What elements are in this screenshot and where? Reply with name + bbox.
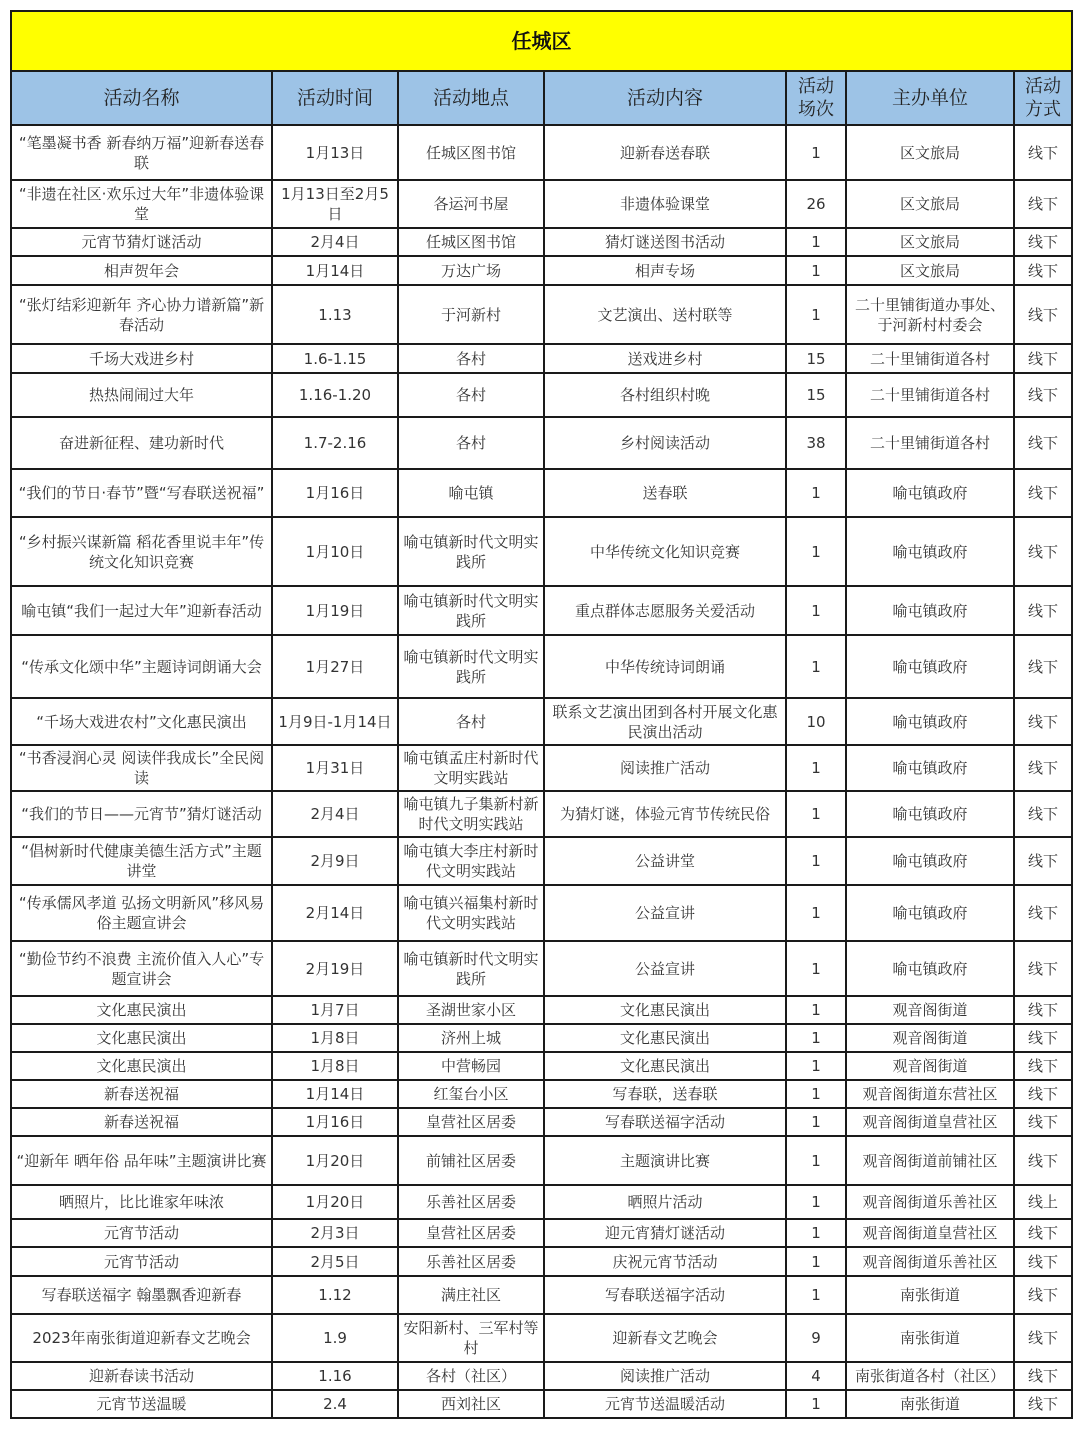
cell-activity-count: 1 (786, 996, 846, 1024)
cell-activity-place: 圣湖世家小区 (398, 996, 544, 1024)
cell-activity-count: 15 (786, 373, 846, 417)
cell-activity-count: 1 (786, 1390, 846, 1418)
cell-activity-time: 1月14日 (272, 1080, 398, 1108)
cell-activity-time: 1.7-2.16 (272, 417, 398, 469)
cell-activity-count: 1 (786, 635, 846, 698)
cell-activity-count: 1 (786, 1080, 846, 1108)
cell-activity-count: 1 (786, 941, 846, 996)
cell-organizer: 观音阁街道乐善社区 (846, 1247, 1014, 1276)
cell-organizer: 观音阁街道皇营社区 (846, 1219, 1014, 1247)
cell-activity-count: 1 (786, 1276, 846, 1314)
cell-activity-place: 乐善社区居委 (398, 1247, 544, 1276)
cell-activity-content: 迎新春文艺晚会 (544, 1314, 786, 1362)
cell-activity-name: 迎新春读书活动 (11, 1362, 272, 1390)
cell-activity-name: 奋进新征程、建功新时代 (11, 417, 272, 469)
cell-activity-count: 10 (786, 698, 846, 745)
cell-activity-place: 喻屯镇新时代文明实践所 (398, 941, 544, 996)
cell-activity-mode: 线下 (1014, 256, 1072, 285)
cell-activity-content: 中华传统诗词朗诵 (544, 635, 786, 698)
activity-table (10, 10, 1073, 1419)
table-row (11, 180, 1072, 228)
cell-organizer: 喻屯镇政府 (846, 885, 1014, 941)
cell-activity-count: 1 (786, 125, 846, 180)
cell-activity-name: “我们的节日·春节”暨“写春联送祝福” (11, 469, 272, 517)
cell-activity-place: 喻屯镇大李庄村新时代文明实践站 (398, 837, 544, 885)
cell-activity-mode: 线下 (1014, 586, 1072, 635)
cell-activity-place: 喻屯镇新时代文明实践所 (398, 517, 544, 586)
table-row (11, 1080, 1072, 1108)
table-row (11, 837, 1072, 885)
table-row (11, 1219, 1072, 1247)
cell-organizer: 南张街道 (846, 1276, 1014, 1314)
cell-activity-name: 文化惠民演出 (11, 996, 272, 1024)
cell-organizer: 喻屯镇政府 (846, 837, 1014, 885)
cell-organizer: 喻屯镇政府 (846, 469, 1014, 517)
cell-activity-content: 非遗体验课堂 (544, 180, 786, 228)
cell-organizer: 喻屯镇政府 (846, 941, 1014, 996)
table-row (11, 256, 1072, 285)
cell-activity-place: 喻屯镇新时代文明实践所 (398, 586, 544, 635)
cell-activity-name: 文化惠民演出 (11, 1052, 272, 1080)
cell-organizer: 观音阁街道东营社区 (846, 1080, 1014, 1108)
cell-activity-count: 38 (786, 417, 846, 469)
cell-activity-content: 晒照片活动 (544, 1185, 786, 1219)
table-row (11, 1276, 1072, 1314)
cell-organizer: 区文旅局 (846, 228, 1014, 256)
column-header-place: 活动地点 (398, 71, 544, 125)
column-header-count: 活动场次 (786, 71, 846, 125)
cell-activity-content: 乡村阅读活动 (544, 417, 786, 469)
cell-activity-place: 喻屯镇孟庄村新时代文明实践站 (398, 745, 544, 791)
cell-activity-content: 写春联送福字活动 (544, 1108, 786, 1136)
cell-activity-time: 1.6-1.15 (272, 344, 398, 373)
cell-activity-time: 1月14日 (272, 256, 398, 285)
cell-activity-time: 2.4 (272, 1390, 398, 1418)
activity-sheet (10, 10, 1071, 1419)
table-row (11, 344, 1072, 373)
cell-activity-name: 热热闹闹过大年 (11, 373, 272, 417)
cell-activity-place: 皇营社区居委 (398, 1219, 544, 1247)
cell-activity-content: 相声专场 (544, 256, 786, 285)
cell-organizer: 区文旅局 (846, 180, 1014, 228)
cell-activity-place: 各运河书屋 (398, 180, 544, 228)
cell-activity-count: 1 (786, 469, 846, 517)
cell-activity-count: 26 (786, 180, 846, 228)
cell-activity-name: 新春送祝福 (11, 1108, 272, 1136)
cell-activity-content: 公益宣讲 (544, 941, 786, 996)
cell-activity-place: 满庄社区 (398, 1276, 544, 1314)
table-row (11, 745, 1072, 791)
cell-activity-time: 1月13日 (272, 125, 398, 180)
cell-activity-count: 4 (786, 1362, 846, 1390)
cell-organizer: 观音阁街道前铺社区 (846, 1136, 1014, 1185)
cell-activity-mode: 线下 (1014, 1362, 1072, 1390)
cell-activity-mode: 线下 (1014, 1080, 1072, 1108)
cell-activity-name: 晒照片，比比谁家年味浓 (11, 1185, 272, 1219)
cell-activity-time: 1月20日 (272, 1185, 398, 1219)
cell-activity-count: 1 (786, 1185, 846, 1219)
cell-activity-content: 迎新春送春联 (544, 125, 786, 180)
table-row (11, 1185, 1072, 1219)
cell-organizer: 喻屯镇政府 (846, 791, 1014, 837)
cell-organizer: 区文旅局 (846, 256, 1014, 285)
cell-activity-mode: 线下 (1014, 635, 1072, 698)
cell-activity-time: 1.13 (272, 285, 398, 344)
cell-activity-count: 1 (786, 586, 846, 635)
cell-organizer: 南张街道 (846, 1390, 1014, 1418)
cell-activity-content: 为猜灯谜，体验元宵节传统民俗 (544, 791, 786, 837)
cell-activity-place: 安阳新村、三军村等村 (398, 1314, 544, 1362)
cell-activity-mode: 线下 (1014, 344, 1072, 373)
cell-activity-count: 1 (786, 885, 846, 941)
cell-activity-count: 1 (786, 1024, 846, 1052)
cell-activity-time: 1月20日 (272, 1136, 398, 1185)
cell-activity-mode: 线下 (1014, 285, 1072, 344)
cell-activity-name: “非遗在社区·欢乐过大年”非遗体验课堂 (11, 180, 272, 228)
cell-activity-mode: 线下 (1014, 180, 1072, 228)
cell-activity-count: 1 (786, 228, 846, 256)
cell-activity-content: 文艺演出、送村联等 (544, 285, 786, 344)
cell-organizer: 二十里铺街道各村 (846, 373, 1014, 417)
cell-activity-count: 1 (786, 1219, 846, 1247)
cell-activity-mode: 线下 (1014, 885, 1072, 941)
cell-activity-place: 各村（社区） (398, 1362, 544, 1390)
cell-activity-mode: 线上 (1014, 1185, 1072, 1219)
column-header-mode: 活动方式 (1014, 71, 1072, 125)
table-row (11, 469, 1072, 517)
cell-activity-place: 中营畅园 (398, 1052, 544, 1080)
table-row (11, 1136, 1072, 1185)
cell-activity-place: 前铺社区居委 (398, 1136, 544, 1185)
cell-activity-place: 任城区图书馆 (398, 125, 544, 180)
cell-activity-mode: 线下 (1014, 517, 1072, 586)
cell-organizer: 观音阁街道 (846, 996, 1014, 1024)
cell-organizer: 喻屯镇政府 (846, 635, 1014, 698)
cell-organizer: 喻屯镇政府 (846, 586, 1014, 635)
cell-activity-place: 西刘社区 (398, 1390, 544, 1418)
cell-activity-content: 各村组织村晚 (544, 373, 786, 417)
cell-activity-time: 2月9日 (272, 837, 398, 885)
cell-organizer: 二十里铺街道各村 (846, 344, 1014, 373)
cell-activity-name: “千场大戏进农村”文化惠民演出 (11, 698, 272, 745)
cell-activity-content: 联系文艺演出团到各村开展文化惠民演出活动 (544, 698, 786, 745)
cell-activity-time: 1月27日 (272, 635, 398, 698)
cell-activity-place: 乐善社区居委 (398, 1185, 544, 1219)
cell-activity-name: “勤俭节约不浪费 主流价值入人心”专题宣讲会 (11, 941, 272, 996)
cell-activity-count: 1 (786, 1108, 846, 1136)
table-row (11, 228, 1072, 256)
cell-activity-place: 万达广场 (398, 256, 544, 285)
cell-activity-time: 1月13日至2月5日 (272, 180, 398, 228)
cell-activity-count: 1 (786, 745, 846, 791)
cell-activity-name: 元宵节活动 (11, 1219, 272, 1247)
cell-activity-place: 皇营社区居委 (398, 1108, 544, 1136)
column-header-organizer: 主办单位 (846, 71, 1014, 125)
cell-activity-time: 2月5日 (272, 1247, 398, 1276)
cell-organizer: 二十里铺街道办事处、于河新村村委会 (846, 285, 1014, 344)
cell-activity-time: 1月9日-1月14日 (272, 698, 398, 745)
cell-activity-time: 1.16-1.20 (272, 373, 398, 417)
cell-activity-name: 写春联送福字 翰墨飘香迎新春 (11, 1276, 272, 1314)
cell-activity-mode: 线下 (1014, 1024, 1072, 1052)
table-row (11, 125, 1072, 180)
cell-activity-mode: 线下 (1014, 1219, 1072, 1247)
cell-activity-mode: 线下 (1014, 1314, 1072, 1362)
cell-activity-time: 1月16日 (272, 1108, 398, 1136)
cell-activity-mode: 线下 (1014, 1136, 1072, 1185)
cell-activity-content: 文化惠民演出 (544, 1052, 786, 1080)
table-row (11, 1024, 1072, 1052)
cell-activity-mode: 线下 (1014, 791, 1072, 837)
cell-activity-place: 于河新村 (398, 285, 544, 344)
cell-activity-time: 2月19日 (272, 941, 398, 996)
table-row (11, 885, 1072, 941)
cell-activity-time: 2月4日 (272, 791, 398, 837)
column-header-time: 活动时间 (272, 71, 398, 125)
cell-activity-mode: 线下 (1014, 469, 1072, 517)
cell-activity-mode: 线下 (1014, 1276, 1072, 1314)
cell-activity-mode: 线下 (1014, 373, 1072, 417)
cell-activity-place: 喻屯镇 (398, 469, 544, 517)
cell-activity-mode: 线下 (1014, 228, 1072, 256)
cell-organizer: 喻屯镇政府 (846, 517, 1014, 586)
cell-activity-content: 写春联送福字活动 (544, 1276, 786, 1314)
header-row (11, 71, 1072, 125)
cell-activity-name: “传承文化颂中华”主题诗词朗诵大会 (11, 635, 272, 698)
cell-activity-place: 喻屯镇新时代文明实践所 (398, 635, 544, 698)
cell-activity-time: 2月3日 (272, 1219, 398, 1247)
cell-activity-content: 文化惠民演出 (544, 996, 786, 1024)
cell-activity-count: 1 (786, 285, 846, 344)
cell-activity-place: 各村 (398, 373, 544, 417)
cell-activity-name: 文化惠民演出 (11, 1024, 272, 1052)
cell-activity-time: 2月4日 (272, 228, 398, 256)
cell-activity-content: 重点群体志愿服务关爱活动 (544, 586, 786, 635)
cell-activity-content: 元宵节送温暖活动 (544, 1390, 786, 1418)
cell-activity-content: 文化惠民演出 (544, 1024, 786, 1052)
cell-activity-mode: 线下 (1014, 698, 1072, 745)
cell-activity-name: 喻屯镇“我们一起过大年”迎新春活动 (11, 586, 272, 635)
cell-activity-name: “迎新年 晒年俗 品年味”主题演讲比赛 (11, 1136, 272, 1185)
cell-activity-name: 元宵节送温暖 (11, 1390, 272, 1418)
cell-activity-time: 1月31日 (272, 745, 398, 791)
column-header-content: 活动内容 (544, 71, 786, 125)
table-row (11, 1362, 1072, 1390)
cell-activity-time: 1月7日 (272, 996, 398, 1024)
cell-activity-content: 猜灯谜送图书活动 (544, 228, 786, 256)
cell-activity-mode: 线下 (1014, 1247, 1072, 1276)
table-row (11, 1108, 1072, 1136)
table-row (11, 417, 1072, 469)
cell-activity-time: 2月14日 (272, 885, 398, 941)
cell-activity-place: 济州上城 (398, 1024, 544, 1052)
cell-activity-name: “我们的节日——元宵节”猜灯谜活动 (11, 791, 272, 837)
table-row (11, 373, 1072, 417)
cell-activity-content: 公益讲堂 (544, 837, 786, 885)
cell-activity-content: 庆祝元宵节活动 (544, 1247, 786, 1276)
cell-activity-name: 元宵节活动 (11, 1247, 272, 1276)
cell-activity-name: “笔墨凝书香 新春纳万福”迎新春送春联 (11, 125, 272, 180)
cell-activity-time: 1.16 (272, 1362, 398, 1390)
cell-activity-count: 1 (786, 256, 846, 285)
cell-organizer: 二十里铺街道各村 (846, 417, 1014, 469)
cell-activity-name: “传承儒风孝道 弘扬文明新风”移风易俗主题宣讲会 (11, 885, 272, 941)
cell-activity-content: 公益宣讲 (544, 885, 786, 941)
cell-organizer: 南张街道 (846, 1314, 1014, 1362)
cell-activity-content: 送春联 (544, 469, 786, 517)
cell-activity-place: 喻屯镇兴福集村新时代文明实践站 (398, 885, 544, 941)
cell-activity-time: 1月16日 (272, 469, 398, 517)
cell-activity-count: 9 (786, 1314, 846, 1362)
column-header-name: 活动名称 (11, 71, 272, 125)
table-row (11, 1390, 1072, 1418)
cell-activity-place: 喻屯镇九子集新村新时代文明实践站 (398, 791, 544, 837)
cell-activity-count: 1 (786, 1052, 846, 1080)
cell-activity-place: 各村 (398, 698, 544, 745)
table-row (11, 1314, 1072, 1362)
table-row (11, 698, 1072, 745)
cell-activity-time: 1月8日 (272, 1024, 398, 1052)
table-row (11, 941, 1072, 996)
cell-activity-name: 千场大戏进乡村 (11, 344, 272, 373)
cell-activity-name: 2023年南张街道迎新春文艺晚会 (11, 1314, 272, 1362)
cell-activity-name: 新春送祝福 (11, 1080, 272, 1108)
cell-activity-place: 各村 (398, 417, 544, 469)
cell-organizer: 南张街道各村（社区） (846, 1362, 1014, 1390)
cell-activity-mode: 线下 (1014, 941, 1072, 996)
cell-activity-content: 写春联，送春联 (544, 1080, 786, 1108)
cell-activity-mode: 线下 (1014, 125, 1072, 180)
cell-activity-content: 阅读推广活动 (544, 1362, 786, 1390)
cell-activity-mode: 线下 (1014, 996, 1072, 1024)
cell-activity-content: 中华传统文化知识竞赛 (544, 517, 786, 586)
table-row (11, 586, 1072, 635)
table-row (11, 285, 1072, 344)
cell-activity-content: 送戏进乡村 (544, 344, 786, 373)
cell-activity-time: 1月10日 (272, 517, 398, 586)
table-body (11, 125, 1072, 1418)
cell-organizer: 观音阁街道 (846, 1024, 1014, 1052)
table-row (11, 791, 1072, 837)
table-row (11, 635, 1072, 698)
cell-activity-time: 1.9 (272, 1314, 398, 1362)
cell-activity-name: “张灯结彩迎新年 齐心协力谱新篇”新春活动 (11, 285, 272, 344)
cell-activity-name: “倡树新时代健康美德生活方式”主题讲堂 (11, 837, 272, 885)
cell-activity-count: 1 (786, 1247, 846, 1276)
cell-activity-content: 主题演讲比赛 (544, 1136, 786, 1185)
cell-activity-mode: 线下 (1014, 1390, 1072, 1418)
cell-activity-name: 元宵节猜灯谜活动 (11, 228, 272, 256)
cell-activity-time: 1月8日 (272, 1052, 398, 1080)
cell-organizer: 观音阁街道 (846, 1052, 1014, 1080)
cell-activity-mode: 线下 (1014, 837, 1072, 885)
cell-activity-place: 任城区图书馆 (398, 228, 544, 256)
cell-activity-name: “书香浸润心灵 阅读伴我成长”全民阅读 (11, 745, 272, 791)
cell-activity-place: 红玺台小区 (398, 1080, 544, 1108)
cell-organizer: 区文旅局 (846, 125, 1014, 180)
cell-activity-time: 1.12 (272, 1276, 398, 1314)
cell-activity-count: 1 (786, 1136, 846, 1185)
cell-activity-mode: 线下 (1014, 1108, 1072, 1136)
table-row (11, 996, 1072, 1024)
cell-activity-count: 1 (786, 517, 846, 586)
cell-activity-count: 15 (786, 344, 846, 373)
cell-activity-count: 1 (786, 837, 846, 885)
cell-activity-count: 1 (786, 791, 846, 837)
cell-activity-content: 阅读推广活动 (544, 745, 786, 791)
cell-activity-mode: 线下 (1014, 1052, 1072, 1080)
sheet-title: 任城区 (11, 11, 1072, 71)
cell-activity-content: 迎元宵猜灯谜活动 (544, 1219, 786, 1247)
cell-activity-mode: 线下 (1014, 417, 1072, 469)
cell-activity-mode: 线下 (1014, 745, 1072, 791)
cell-activity-time: 1月19日 (272, 586, 398, 635)
cell-organizer: 喻屯镇政府 (846, 745, 1014, 791)
cell-activity-name: “乡村振兴谋新篇 稻花香里说丰年”传统文化知识竞赛 (11, 517, 272, 586)
cell-activity-name: 相声贺年会 (11, 256, 272, 285)
table-row (11, 1052, 1072, 1080)
cell-activity-place: 各村 (398, 344, 544, 373)
cell-organizer: 观音阁街道乐善社区 (846, 1185, 1014, 1219)
table-row (11, 517, 1072, 586)
table-row (11, 1247, 1072, 1276)
cell-organizer: 喻屯镇政府 (846, 698, 1014, 745)
cell-organizer: 观音阁街道皇营社区 (846, 1108, 1014, 1136)
